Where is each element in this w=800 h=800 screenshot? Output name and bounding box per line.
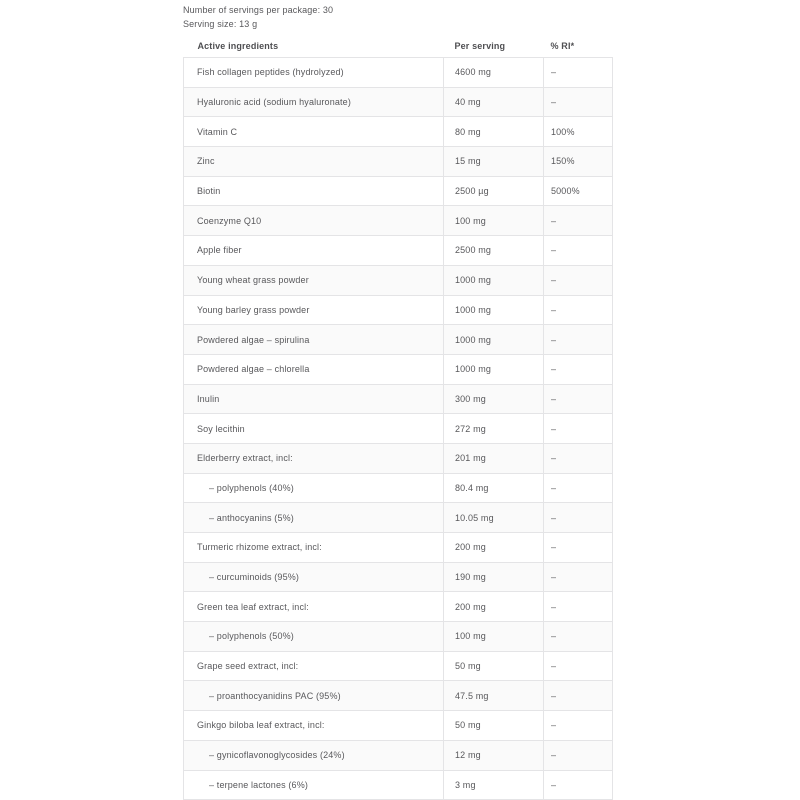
per-serving-cell: 190 mg (444, 562, 544, 592)
table-row (184, 176, 613, 206)
ingredient-cell: Ginkgo biloba leaf extract, incl: (184, 711, 444, 741)
per-serving-cell: 12 mg (444, 740, 544, 770)
ri-cell: – (544, 533, 613, 563)
ingredient-cell: Apple fiber (184, 236, 444, 266)
ri-cell: – (544, 443, 613, 473)
ingredient-cell: – gynicoflavonoglycosides (24%) (184, 740, 444, 770)
ri-cell: – (544, 87, 613, 117)
ri-cell: 100% (544, 117, 613, 147)
per-serving-cell: 50 mg (444, 651, 544, 681)
table-row (184, 711, 613, 741)
per-serving-cell: 200 mg (444, 592, 544, 622)
table-row (184, 651, 613, 681)
ingredient-cell: Young barley grass powder (184, 295, 444, 325)
table-row (184, 592, 613, 622)
per-serving-cell: 272 mg (444, 414, 544, 444)
table-row (184, 740, 613, 770)
table-row (184, 325, 613, 355)
per-serving-cell: 40 mg (444, 87, 544, 117)
ri-cell: – (544, 740, 613, 770)
ingredient-cell: Green tea leaf extract, incl: (184, 592, 444, 622)
table-header-row (184, 34, 613, 58)
table-row (184, 473, 613, 503)
ri-cell: – (544, 503, 613, 533)
ingredient-cell: – anthocyanins (5%) (184, 503, 444, 533)
table-row (184, 117, 613, 147)
table-row (184, 562, 613, 592)
ri-cell: – (544, 384, 613, 414)
ri-cell: – (544, 265, 613, 295)
column-header-active-ingredients: Active ingredients (197, 40, 279, 51)
ingredient-cell: Coenzyme Q10 (184, 206, 444, 236)
per-serving-cell: 1000 mg (444, 354, 544, 384)
servings-per-package-line: Number of servings per package: 30 (183, 5, 334, 15)
per-serving-cell: 300 mg (444, 384, 544, 414)
ingredient-cell: Young wheat grass powder (184, 265, 444, 295)
table-row (184, 414, 613, 444)
ri-cell: 150% (544, 147, 613, 177)
ingredient-cell: Fish collagen peptides (hydrolyzed) (184, 58, 444, 88)
ri-cell: – (544, 206, 613, 236)
ri-cell: – (544, 325, 613, 355)
per-serving-cell: 1000 mg (444, 325, 544, 355)
ri-cell: 5000% (544, 176, 613, 206)
table-row (184, 147, 613, 177)
ingredient-cell: Zinc (184, 147, 444, 177)
per-serving-cell: 200 mg (444, 533, 544, 563)
table-row (184, 681, 613, 711)
ingredient-cell: Grape seed extract, incl: (184, 651, 444, 681)
table-row (184, 622, 613, 652)
per-serving-cell: 1000 mg (444, 265, 544, 295)
ri-cell: – (544, 711, 613, 741)
ingredient-cell: – polyphenols (50%) (184, 622, 444, 652)
per-serving-cell: 2500 µg (444, 176, 544, 206)
per-serving-cell: 1000 mg (444, 295, 544, 325)
ri-cell: – (544, 414, 613, 444)
ingredient-cell: Powdered algae – spirulina (184, 325, 444, 355)
ri-cell: – (544, 236, 613, 266)
column-header-percent-ri: % RI* (550, 40, 575, 51)
column-header-per-serving: Per serving (454, 40, 506, 51)
per-serving-cell: 47.5 mg (444, 681, 544, 711)
table-row (184, 503, 613, 533)
per-serving-cell: 80 mg (444, 117, 544, 147)
per-serving-cell: 4600 mg (444, 58, 544, 88)
table-row (184, 384, 613, 414)
ri-cell: – (544, 295, 613, 325)
ingredient-cell: Biotin (184, 176, 444, 206)
active-ingredients-table (183, 34, 613, 800)
per-serving-cell: 80.4 mg (444, 473, 544, 503)
per-serving-cell: 2500 mg (444, 236, 544, 266)
ingredient-cell: – proanthocyanidins PAC (95%) (184, 681, 444, 711)
ri-cell: – (544, 622, 613, 652)
ingredient-cell: Powdered algae – chlorella (184, 354, 444, 384)
table-row (184, 58, 613, 88)
ingredient-cell: Turmeric rhizome extract, incl: (184, 533, 444, 563)
ingredient-cell: Elderberry extract, incl: (184, 443, 444, 473)
ingredient-cell: – terpene lactones (6%) (184, 770, 444, 800)
table-row (184, 533, 613, 563)
ri-cell: – (544, 592, 613, 622)
ri-cell: – (544, 651, 613, 681)
table-row (184, 770, 613, 800)
ri-cell: – (544, 770, 613, 800)
ingredient-cell: – polyphenols (40%) (184, 473, 444, 503)
ri-cell: – (544, 562, 613, 592)
per-serving-cell: 100 mg (444, 206, 544, 236)
table-row (184, 206, 613, 236)
per-serving-cell: 50 mg (444, 711, 544, 741)
ingredient-cell: Soy lecithin (184, 414, 444, 444)
ri-cell: – (544, 354, 613, 384)
table-row (184, 443, 613, 473)
per-serving-cell: 100 mg (444, 622, 544, 652)
serving-size-line: Serving size: 13 g (183, 19, 258, 29)
per-serving-cell: 201 mg (444, 443, 544, 473)
table-row (184, 265, 613, 295)
ri-cell: – (544, 681, 613, 711)
ingredient-cell: – curcuminoids (95%) (184, 562, 444, 592)
per-serving-cell: 3 mg (444, 770, 544, 800)
ri-cell: – (544, 58, 613, 88)
ingredient-cell: Vitamin C (184, 117, 444, 147)
table-row (184, 87, 613, 117)
per-serving-cell: 10.05 mg (444, 503, 544, 533)
table-row (184, 295, 613, 325)
table-row (184, 236, 613, 266)
ri-cell: – (544, 473, 613, 503)
ingredient-cell: Hyaluronic acid (sodium hyaluronate) (184, 87, 444, 117)
per-serving-cell: 15 mg (444, 147, 544, 177)
table-row (184, 354, 613, 384)
supplement-facts-panel (183, 0, 612, 800)
ingredient-cell: Inulin (184, 384, 444, 414)
